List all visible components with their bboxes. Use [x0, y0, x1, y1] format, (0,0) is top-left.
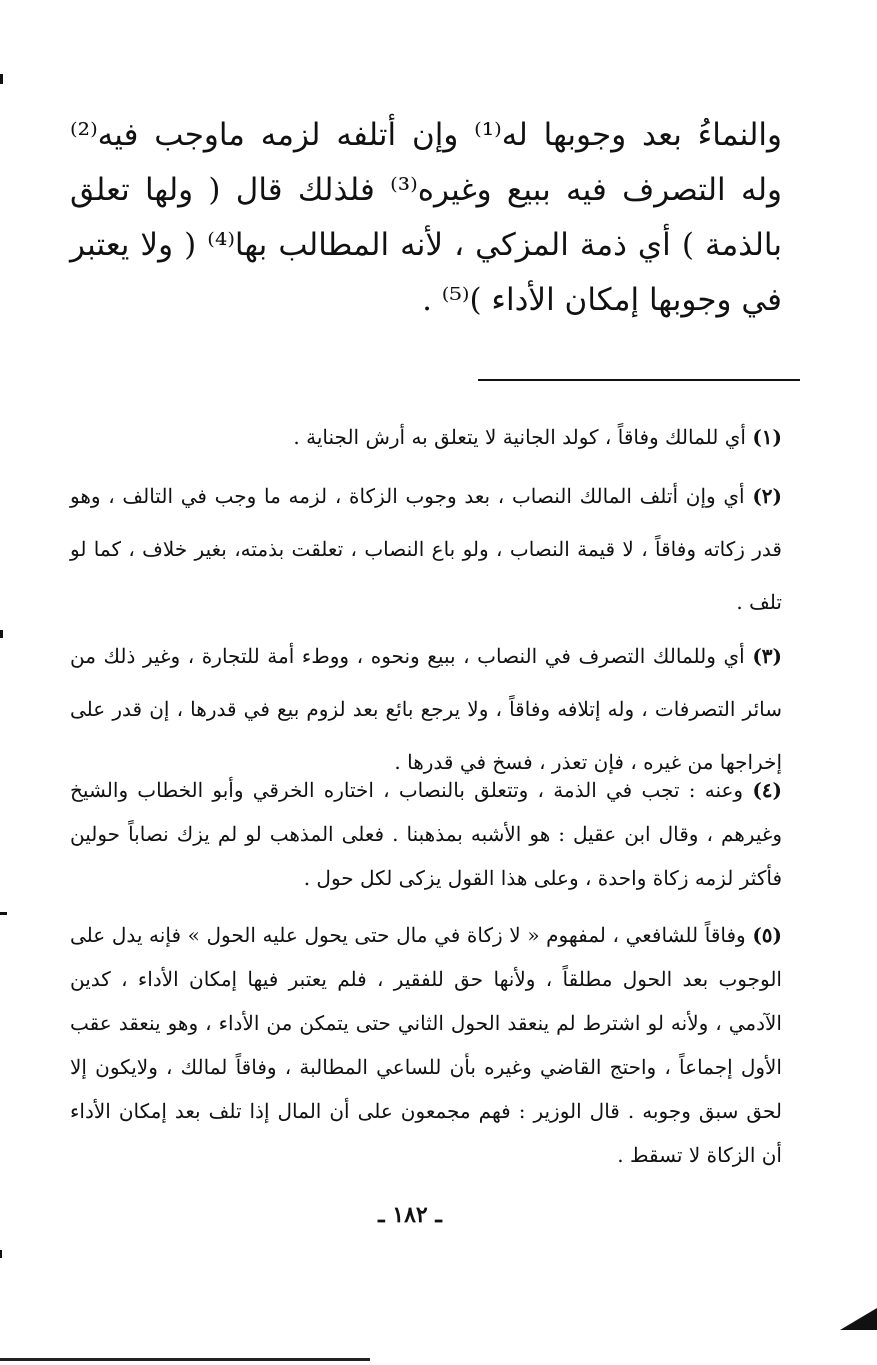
margin-mark: [0, 74, 3, 84]
margin-mark: [0, 1250, 2, 1258]
footnote-number: (١): [752, 425, 782, 449]
footnote-1: [70, 411, 782, 464]
footnote-number: (٣): [752, 644, 782, 668]
margin-mark: [0, 630, 3, 638]
page-number: ـ ١٨٢ ـ: [378, 1202, 442, 1228]
margin-mark: [0, 912, 7, 915]
footnote-4: [70, 768, 782, 900]
main-text: [70, 108, 782, 328]
footnote-3: [70, 630, 782, 789]
page-bottom-edge: [0, 1358, 370, 1361]
footnote-number: (٥): [752, 923, 783, 947]
page-corner-shadow: [840, 1308, 877, 1330]
main-paragraph: والنماءُ بعد وجوبها له⁽¹⁾ وإن أتلفه لزمه ماوجب فيه⁽²⁾ وله التصرف فيه ببيع وغيره⁽³⁾ فلذلك قال ( ولها تعلق بالذمة ) أي ذمة المزكي ، لأنه المطالب بها⁽⁴⁾ ( ولا يعتبر في وجوبها إمكان الأداء )⁽⁵⁾ .: [70, 117, 782, 318]
footnote-5: [70, 913, 782, 1177]
footnote-number: (٤): [752, 778, 782, 802]
footnote-number: (٢): [752, 484, 782, 508]
footnote-2: [70, 470, 782, 629]
footnote-text: أي وإن أتلف المالك النصاب ، بعد وجوب الزكاة ، لزمه ما وجب في التالف ، وهو قدر زكاته وفاقاً ، لا قيمة النصاب ، ولو باع النصاب ، تعلقت بذمته، بغير خلاف ، كما لو تلف .: [70, 484, 782, 614]
footnote-text: أي للمالك وفاقاً ، كولد الجانية لا يتعلق به أرش الجناية .: [293, 425, 746, 449]
footnote-separator: [478, 379, 800, 381]
footnote-text: وعنه : تجب في الذمة ، وتتعلق بالنصاب ، اختاره الخرقي وأبو الخطاب والشيخ وغيرهم ، وقال ابن عقيل : هو الأشبه بمذهبنا . فعلى المذهب لو لم يزك نصاباً حولين فأكثر لزمه زكاة واحدة ، وعلى هذا القول يزكى لكل حول .: [70, 778, 782, 890]
footnote-text: وفاقاً للشافعي ، لمفهوم « لا زكاة في مال حتى يحول عليه الحول » فإنه يدل على الوجوب بعد الحول مطلقاً ، ولأنها حق للفقير ، فلم يعتبر فيها إمكان الأداء ، كدين الآدمي ، ولأنه لو اشترط لم ينعقد الحول الثاني حتى يتمكن من الأداء ، وهو ينعقد عقب الأول إجماعاً ، واحتج القاضي وغيره بأن للساعي المطالبة ، وفاقاً لمالك ، ولايكون إلا لحق سبق وجوبه . قال الوزير : فهم مجمعون على أن المال إذا تلف بعد إمكان الأداء أن الزكاة لا تسقط .: [70, 923, 782, 1167]
footnote-text: أي وللمالك التصرف في النصاب ، ببيع ونحوه ، ووطء أمة للتجارة ، وغير ذلك من سائر التصرفات ، وله إتلافه وفاقاً ، ولا يرجع بائع بعد لزوم بيع في قدرها ، إن قدر على إخراجها من غيره ، فإن تعذر ، فسخ في قدرها .: [70, 644, 782, 774]
